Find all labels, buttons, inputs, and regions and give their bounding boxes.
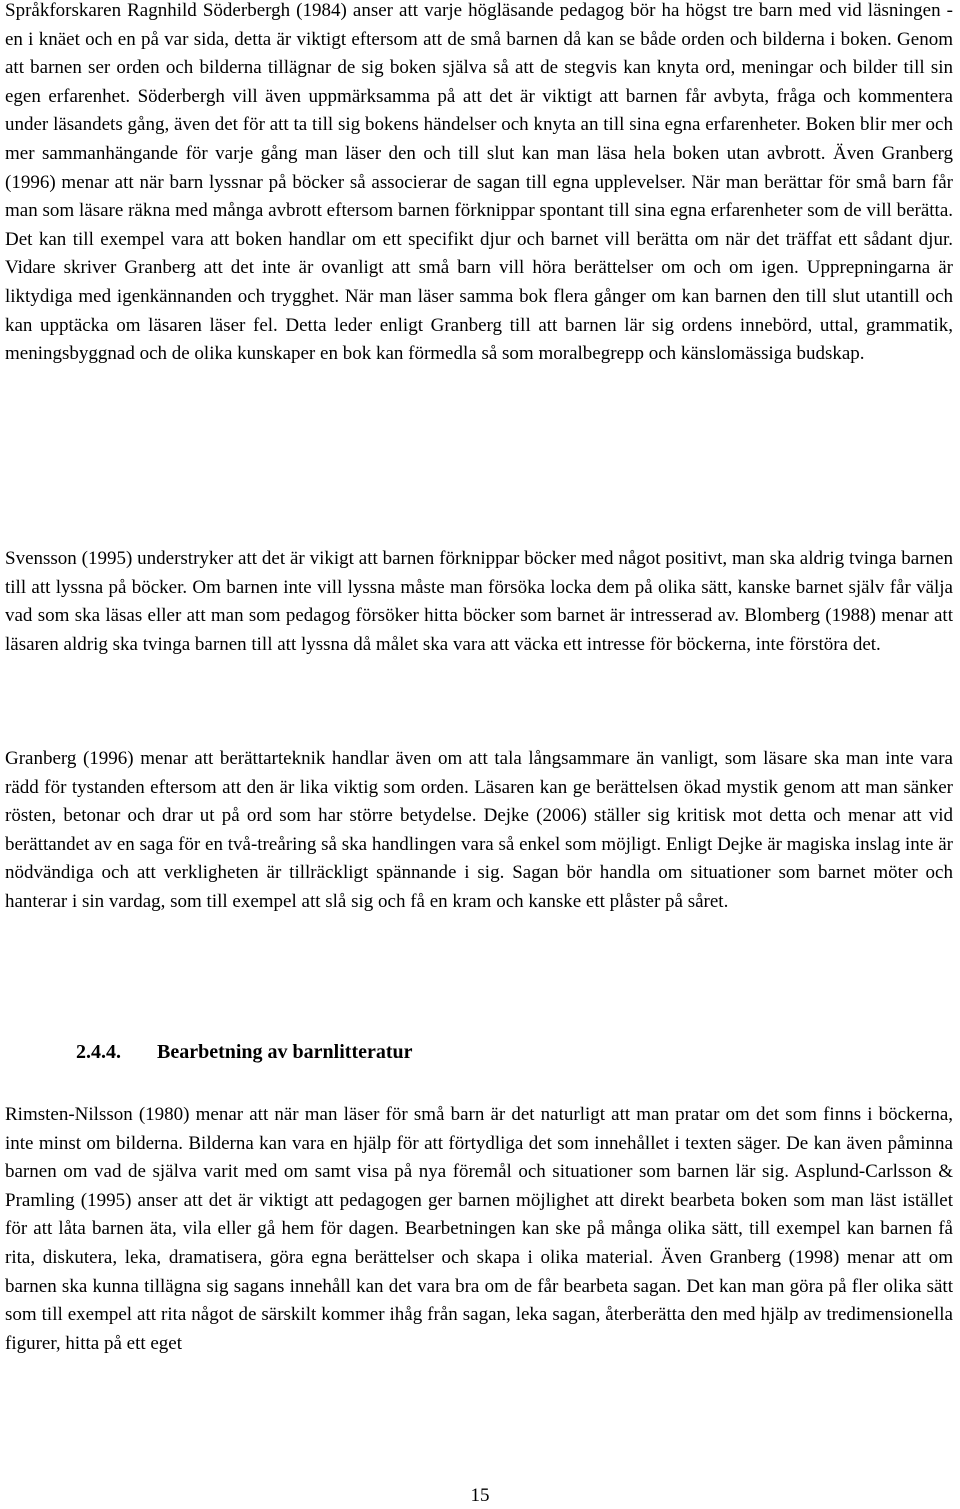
section-heading (76, 1037, 413, 1067)
section-title: Bearbetning av barnlitteratur (157, 1041, 413, 1063)
paragraph-4: Rimsten-Nilsson (1980) menar att när man läser för små barn är det naturligt att man pratar om det som finns i böckerna, inte minst om bilderna. Bilderna kan vara en hjälp för att förtydliga det som innehållet i texten säger. De kan även påminna barnen om vad de själva varit med om samt visa på nya föremål och situationer som barnen lär sig. Asplund-Carlsson & Pramling (1995) anser att det är viktigt att pedagogen ger barnen möjlighet att direkt bearbeta boken som man läst istället för att låta barnen äta, vila eller gå hem för dagen. Bearbetningen kan ske på många olika sätt, till exempel kan barnen få rita, diskutera, leka, dramatisera, göra egna berättelser och skapa i olika material. Även Granberg (1998) menar att om barnen ska kunna tillägna sig sagans innehåll kan det vara bra om de får bearbeta sagan. Det kan man göra på fler olika sätt som till exempel att rita något de särskilt kommer ihåg från sagan, leka sagan, återberätta den med hjälp av tredimensionella figurer, hitta på ett eget (5, 1104, 953, 1354)
page-number: 15 (470, 1485, 490, 1506)
paragraph-1: Språkforskaren Ragnhild Söderbergh (1984) anser att varje högläsande pedagog bör ha högst tre barn med vid läsningen - en i knäet och en på var sida, detta är viktigt eftersom att de små barnen då kan se både orden och bilderna i boken. Genom att barnen ser orden och bilderna tillägnar de sig boken själva så att de stegvis kan knyta ord, meningar och bilder till sin egen erfarenhet. Söderbergh vill även uppmärksamma på att det är viktigt att barnen får avbyta, fråga och kommentera under läsandets gång, även det för att ta till sig bokens händelser och knyta an till sina egna erfarenheter. Boken blir mer och mer sammanhängande för varje gång man läser den och till slut kan man läsa hela boken utan avbrott. Även Granberg (1996) menar att när barn lyssnar på böcker så associerar de sagan till egna upplevelser. När man berättar för små barn får man som läsare räkna med många avbrott eftersom barnen förknippar spontant till sina egna erfarenheter som de vill berätta. Det kan till exempel vara att boken handlar om ett specifikt djur och barnet vill berätta om när det träffat ett sådant djur. Vidare skriver Granberg att det inte är ovanligt att små barn vill höra berättelser om och om igen. Upprepningarna är liktydiga med igenkännanden och trygghet. När man läser samma bok flera gånger om kan barnen den till slut utantill och kan upptäcka om läsaren läser fel. Detta leder enligt Granberg till att barnen lär sig ordens innebörd, uttal, grammatik, meningsbyggnad och de olika kunskaper en bok kan förmedla så som moralbegrepp och känslomässiga budskap. (5, 0, 953, 365)
section-number: 2.4.4. (76, 1041, 121, 1063)
paragraph-3: Granberg (1996) menar att berättarteknik handlar även om att tala långsammare än vanligt, som läsare ska man inte vara rädd för tystanden eftersom att den är lika viktig som orden. Läsaren kan ge berättelsen ökad mystik genom att man sänker rösten, betonar och drar ut på ord som har större betydelse. Dejke (2006) ställer sig kritisk mot detta och menar att vid berättandet av en saga för en två-treåring så ska handlingen vara så enkel som möjligt. Enligt Dejke är magiska inslag inte är nödvändiga och att verkligheten är tillräckligt spännande i sig. Sagan bör handla om situationer som barnet möter och hanterar i sin vardag, som till exempel att slå sig och få en kram och kanske ett plåster på såret. (5, 748, 953, 912)
paragraph-2: Svensson (1995) understryker att det är vikigt att barnen förknippar böcker med något positivt, man ska aldrig tvinga barnen till att lyssna på böcker. Om barnen inte vill lyssna måste man försöka locka dem på olika sätt, kanske barnet själv får välja vad som ska läsas eller att man som pedagog försöker hitta böcker som barnet är intresserad av. Blomberg (1988) menar att läsaren aldrig ska tvinga barnen till att lyssna då målet ska vara att väcka ett intresse för böckerna, inte förstöra det. (5, 548, 953, 655)
